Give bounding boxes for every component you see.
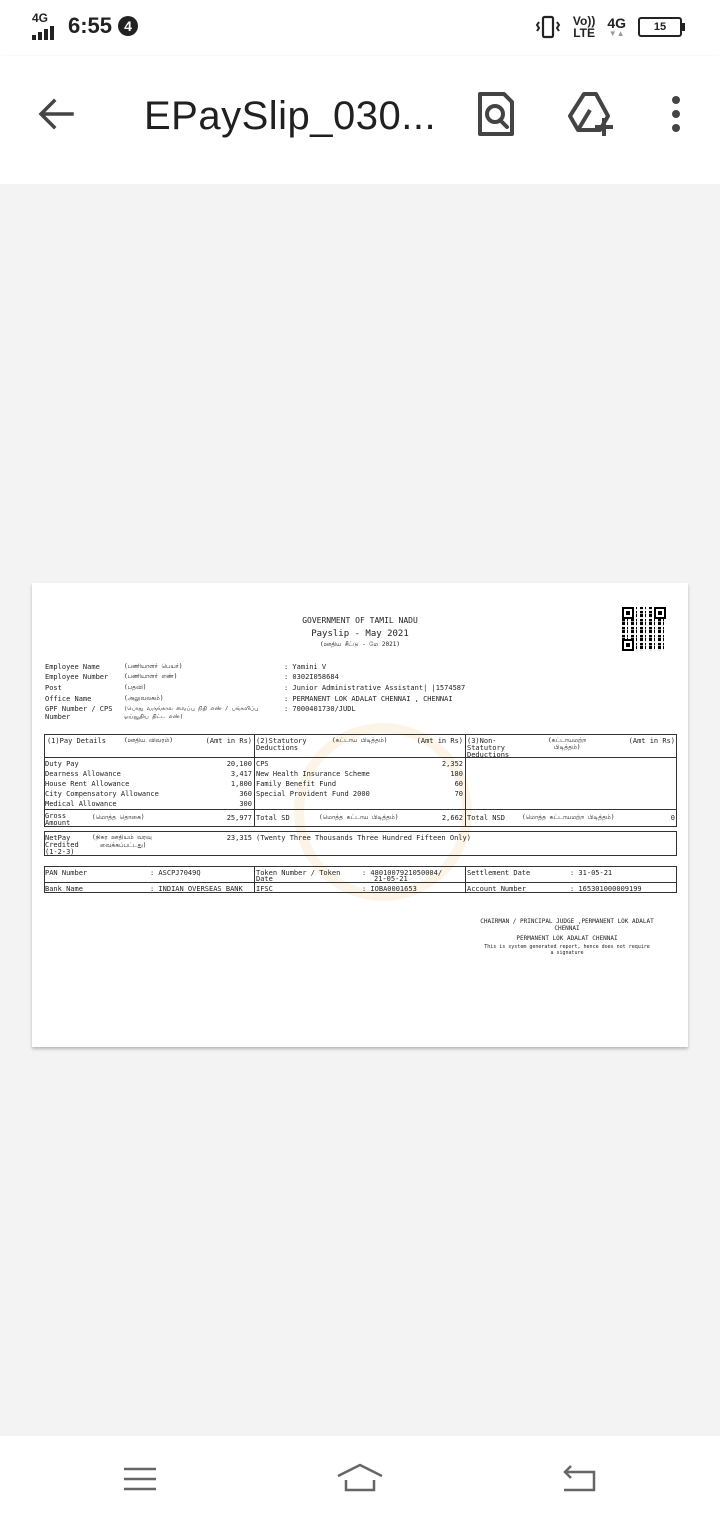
netpay-words: (Twenty Three Thousands Three Hundred Fifteen Only) (256, 834, 471, 842)
status-bar (0, 0, 720, 56)
emp-name-value: : Yamini V (284, 663, 327, 671)
sd-item-name: New Health Insurance Scheme (256, 770, 370, 778)
gpf-label-2: Number (45, 713, 71, 721)
payslip-page[interactable] (32, 583, 688, 1047)
total-nsd-value: 0 (670, 814, 675, 822)
mobile-data-indicator: 4G ▼▲ (607, 15, 626, 38)
office-label-tamil: (அலுவலகம்) (124, 695, 164, 702)
office-label: Office Name (45, 695, 92, 703)
post-label: Post (45, 684, 62, 692)
pay-item-name: Dearness Allowance (45, 770, 121, 778)
battery-icon (638, 17, 682, 37)
emp-name-label-tamil: (பணியாளர் பெயர்) (124, 663, 183, 670)
col-sd-amt: (Amt in Rs) (416, 737, 463, 745)
col-nsd-amt: (Amt in Rs) (628, 737, 675, 745)
bank-name-value: : INDIAN OVERSEAS BANK (150, 885, 243, 893)
pan-label: PAN Number (45, 869, 88, 877)
total-nsd-label: Total NSD (467, 814, 505, 822)
col-sd-2: Deductions (256, 744, 299, 752)
col-nsd: (3)Non- (467, 737, 497, 745)
pay-item-name: House Rent Allowance (45, 780, 130, 788)
pay-item-amount: 1,800 (230, 780, 252, 788)
emp-number-label: Employee Number (45, 673, 109, 681)
sd-item-amount: 70 (454, 790, 463, 798)
sd-item-name: Special Provident Fund 2000 (256, 790, 370, 798)
total-sd-value: 2,662 (441, 814, 463, 822)
system-note: This is system generated report, hence does not require (484, 944, 650, 950)
col-pay-details: (1)Pay Details (47, 737, 107, 745)
pay-item-amount: 20,100 (226, 760, 252, 768)
pay-item-name: City Compensatory Allowance (45, 790, 159, 798)
col-nsd-tamil-2: பிடித்தம்) (554, 744, 581, 751)
token-label: Token Number / Token (256, 869, 341, 877)
pay-item-name: Duty Pay (45, 760, 79, 768)
qr-code (622, 607, 666, 651)
netpay-value: 23,315 (226, 834, 252, 842)
network-type: 4G (32, 11, 49, 25)
col-sd-tamil: (கட்டாய பிடித்தம்) (332, 737, 388, 744)
drive-add-icon[interactable] (566, 90, 616, 138)
gpf-value: : 7000401730/JUDL (284, 705, 356, 713)
emp-name-label: Employee Name (45, 663, 100, 671)
document-title: EPaySlip_030... (144, 94, 437, 138)
gross-label-tamil: (மொத்த தொகை) (92, 814, 145, 821)
settlement-label: Settlement Date (467, 869, 531, 877)
notification-count-badge: 4 (118, 16, 138, 36)
pay-item-amount: 300 (239, 800, 252, 808)
sd-item-amount: 180 (450, 770, 463, 778)
status-left (32, 12, 138, 40)
system-note-2: a signature (550, 950, 584, 956)
netpay-label-3: (1-2-3) (45, 848, 75, 856)
gpf-label-tamil-2: ஓய்வூதிய திட்ட எண்) (124, 714, 184, 720)
search-document-icon[interactable] (474, 90, 518, 138)
emp-number-value: : 0302I058684 (284, 673, 339, 681)
sd-item-name: CPS (256, 760, 269, 768)
col-nsd-tamil: (கட்டாயமற்ற (548, 737, 587, 744)
office-value: : PERMANENT LOK ADALAT CHENNAI , CHENNAI (284, 695, 453, 703)
col-sd: (2)Statutory (256, 737, 307, 745)
gpf-label-tamil: (பொது வருங்கால வைப்பு நிதி எண் / பங்களிப்பு (124, 706, 259, 712)
signal-icon (32, 12, 62, 40)
gross-value: 25,977 (226, 814, 252, 822)
token-value-2: 21-05-21 (374, 875, 408, 883)
org-heading: GOVERNMENT OF TAMIL NADU (302, 616, 418, 625)
emp-number-label-tamil: (பணியாளர் எண்) (124, 673, 178, 680)
bank-name-label: Bank Name (45, 885, 83, 893)
sd-item-amount: 2,352 (441, 760, 463, 768)
netpay-tamil: (நிகர ஊதியம் வரவு (92, 834, 152, 841)
vibrate-icon (535, 14, 561, 40)
gpf-label: GPF Number / CPS (45, 705, 113, 713)
netpay-label-2: Credited (45, 841, 79, 849)
col-nsd-2: Statutory (467, 744, 505, 752)
ifsc-label: IFSC (256, 885, 273, 893)
total-sd-tamil: (மொத்த கட்டாய பிடித்தம்) (319, 814, 399, 821)
settlement-value: : 31-05-21 (570, 869, 613, 877)
col-pay-amt: (Amt in Rs) (205, 737, 252, 745)
back-icon[interactable] (560, 1462, 598, 1492)
total-sd-label: Total SD (256, 814, 290, 822)
post-value: : Junior Administrative Assistant| |1574587 (284, 684, 466, 692)
col-pay-details-tamil: (ஊதிய விவரம்) (124, 737, 173, 744)
token-label-2: Date (256, 875, 273, 883)
status-right (535, 14, 682, 40)
netpay-tamil-2: வைக்கப்பட்டது) (100, 842, 147, 849)
token-value: : 4801007921050004/ (362, 869, 443, 877)
pan-value: : ASCPJ7049Q (150, 869, 201, 877)
app-bar (0, 56, 720, 184)
gross-label: Gross (45, 812, 67, 820)
ifsc-value: : IOBA0001653 (362, 885, 417, 893)
home-icon[interactable] (336, 1462, 384, 1492)
total-nsd-tamil: (மொத்த கட்டாயமற்ற பிடித்தம்) (522, 814, 615, 821)
signatory-line-2: CHENNAI (554, 925, 580, 932)
pay-item-amount: 360 (239, 790, 252, 798)
payslip-title-tamil: (ஊதிய சீட்டு - மே 2021) (320, 641, 400, 648)
sd-item-name: Family Benefit Fund (256, 780, 337, 788)
volte-indicator: Vo)) LTE (572, 14, 596, 40)
clock: 6:55 (68, 13, 113, 38)
pay-item-name: Medical Allowance (45, 800, 117, 808)
more-vert-icon[interactable] (664, 92, 688, 136)
menu-icon[interactable] (122, 1466, 158, 1492)
sd-item-amount: 60 (454, 780, 463, 788)
col-nsd-3: Deductions (467, 751, 510, 759)
netpay-label: NetPay (45, 834, 71, 842)
gross-label-2: Amount (45, 819, 71, 827)
payslip-title: Payslip - May 2021 (311, 629, 409, 639)
signatory-office: PERMANENT LOK ADALAT CHENNAI (516, 935, 618, 942)
post-label-tamil: (பதவி) (124, 684, 147, 691)
pay-item-amount: 3,417 (230, 770, 252, 778)
signatory-line-1: CHAIRMAN / PRINCIPAL JUDGE ,PERMANENT LOK ADALAT (480, 918, 654, 925)
navigation-bar (0, 1436, 720, 1520)
account-label: Account Number (467, 885, 527, 893)
back-arrow-icon[interactable] (34, 92, 78, 136)
account-value: : 165301000009199 (570, 885, 642, 893)
battery-level: 15 (653, 21, 667, 33)
